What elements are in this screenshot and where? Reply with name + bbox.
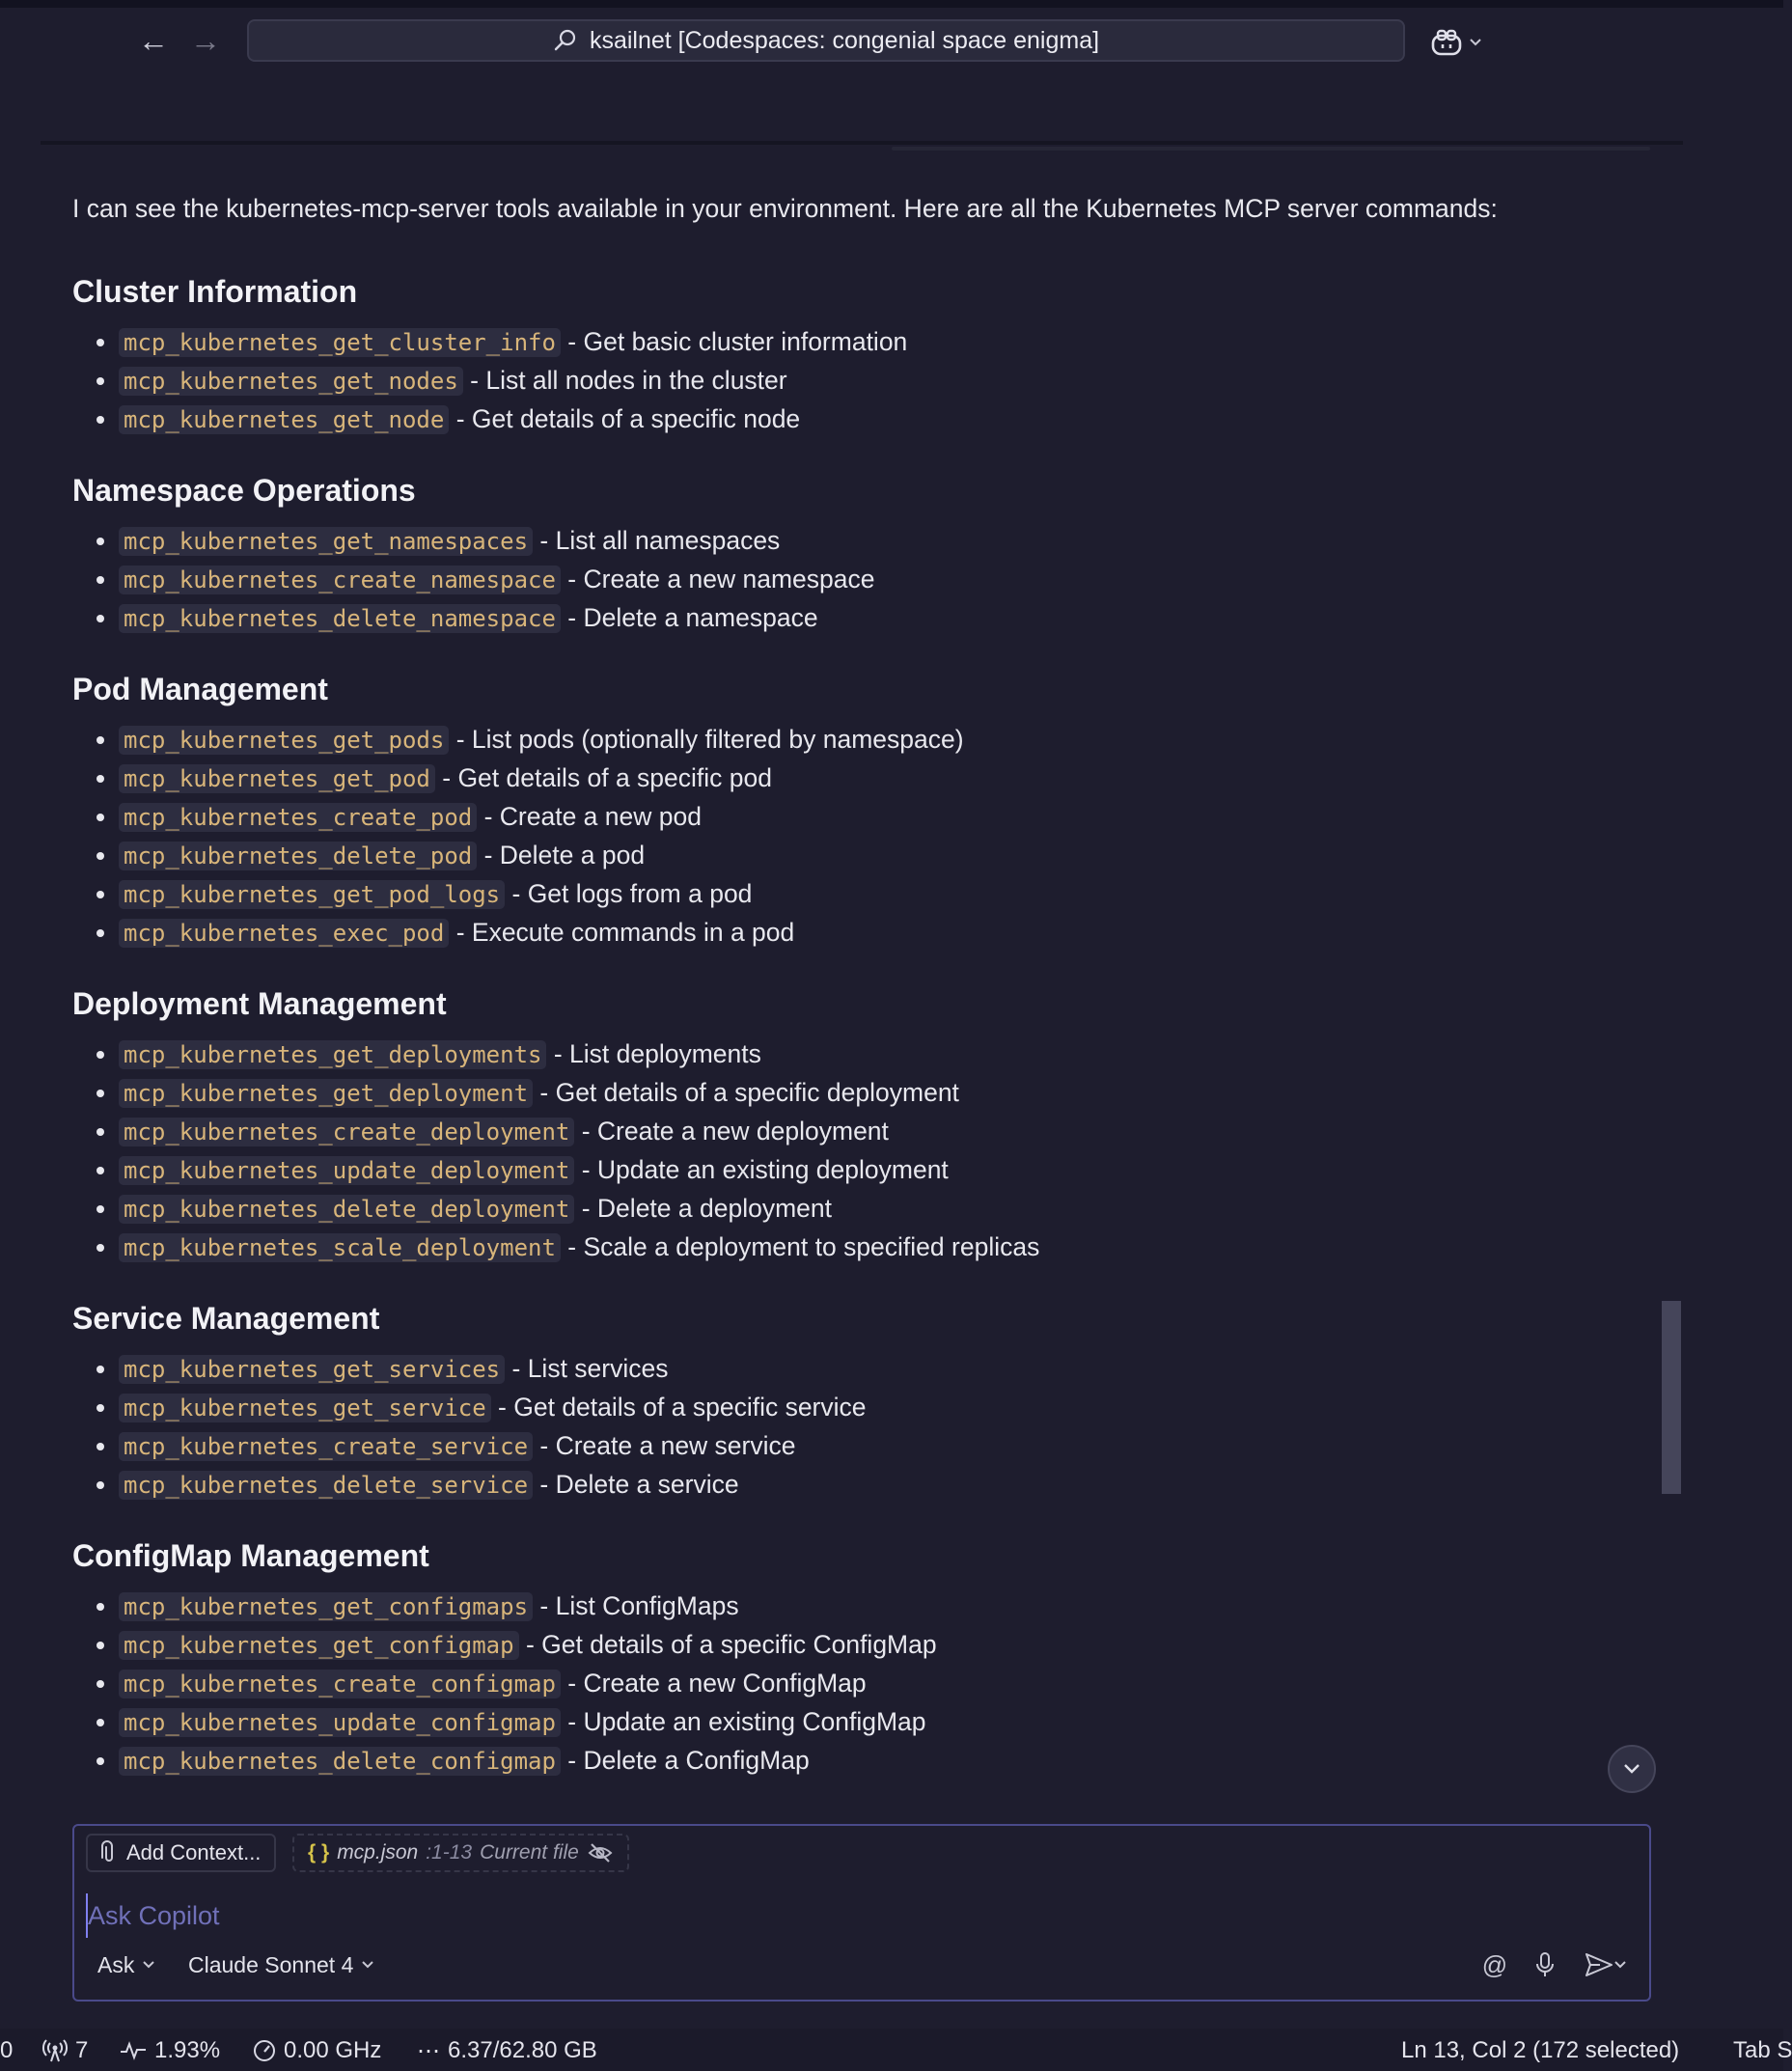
status-cursor-position[interactable]	[1401, 2036, 1679, 2065]
chevron-down-icon	[1469, 38, 1482, 47]
command-description: - Get details of a specific ConfigMap	[518, 1630, 937, 1659]
search-text: ksailnet [Codespaces: congenial space enigma]	[589, 26, 1100, 54]
indentation-value: Tab S	[1733, 2037, 1792, 2063]
gauge-icon	[253, 2039, 276, 2062]
list-item	[119, 1189, 1655, 1228]
mode-picker[interactable]	[97, 1946, 155, 1984]
title-bar-top-edge	[0, 0, 1783, 8]
command-name[interactable]: mcp_kubernetes_get_configmap	[119, 1631, 519, 1660]
command-description: - Create a new ConfigMap	[560, 1669, 867, 1698]
model-label: Claude Sonnet 4	[188, 1951, 354, 1977]
command-description: - Delete a ConfigMap	[560, 1746, 810, 1775]
command-name[interactable]: mcp_kubernetes_get_nodes	[119, 367, 463, 396]
list-item	[119, 560, 1655, 598]
panel-divider	[41, 141, 1683, 145]
list-item	[119, 1073, 1655, 1112]
model-picker[interactable]	[188, 1946, 374, 1984]
file-name: mcp.json	[337, 1841, 419, 1864]
pulse-icon	[120, 2040, 147, 2061]
command-name[interactable]: mcp_kubernetes_get_configmaps	[119, 1592, 533, 1621]
command-sections	[72, 268, 1655, 1780]
command-list	[72, 1587, 1655, 1780]
chat-response	[72, 183, 1655, 1809]
list-item	[119, 1388, 1655, 1426]
list-item	[119, 1741, 1655, 1780]
memory-value: 6.37/62.80 GB	[448, 2037, 597, 2063]
command-description: - Get details of a specific service	[490, 1393, 867, 1422]
file-range: :1-13	[426, 1841, 473, 1864]
command-name[interactable]: mcp_kubernetes_delete_pod	[119, 842, 477, 870]
list-item	[119, 361, 1655, 400]
list-item	[119, 1587, 1655, 1625]
list-item	[119, 1465, 1655, 1504]
list-item	[119, 1150, 1655, 1189]
file-label: Current file	[480, 1841, 579, 1864]
back-button[interactable]	[137, 25, 170, 58]
status-memory[interactable]	[417, 2036, 597, 2065]
status-indentation[interactable]	[1733, 2036, 1792, 2065]
search-icon	[553, 28, 578, 53]
command-description: - Get details of a specific deployment	[533, 1078, 959, 1107]
scrollbar-thumb[interactable]	[1662, 1301, 1681, 1494]
status-frequency[interactable]	[253, 2036, 381, 2065]
chevron-down-icon	[1622, 1762, 1641, 1776]
mode-label: Ask	[97, 1951, 135, 1977]
command-description: - List services	[505, 1354, 669, 1383]
cpu-value: 1.93%	[154, 2037, 221, 2063]
command-description: - Create a new deployment	[574, 1117, 889, 1146]
command-list	[72, 1035, 1655, 1266]
ports-count: 7	[75, 2037, 89, 2063]
section-heading: Deployment Management	[72, 986, 447, 1021]
title-bar	[0, 0, 1783, 85]
ask-copilot-input[interactable]	[86, 1893, 1634, 1938]
status-cpu[interactable]	[120, 2036, 220, 2065]
command-list	[72, 1349, 1655, 1504]
eye-off-icon[interactable]	[587, 1842, 614, 1864]
list-item	[119, 759, 1655, 797]
command-name[interactable]: mcp_kubernetes_get_deployment	[119, 1079, 533, 1108]
paperclip-icon	[101, 1841, 117, 1864]
json-file-icon: { }	[308, 1841, 330, 1864]
command-list	[72, 521, 1655, 637]
command-description: - List deployments	[546, 1039, 761, 1068]
list-item	[119, 1228, 1655, 1266]
chat-input-box	[72, 1824, 1651, 2002]
command-name[interactable]: mcp_kubernetes_create_namespace	[119, 566, 561, 594]
command-center-search[interactable]	[247, 19, 1405, 62]
command-description: - Create a new namespace	[560, 565, 875, 594]
cursor-position: Ln 13, Col 2 (172 selected)	[1401, 2037, 1680, 2063]
command-description: - List all namespaces	[533, 526, 781, 555]
command-description: - Create a new pod	[477, 802, 702, 831]
send-icon	[1585, 1952, 1613, 1977]
command-description: - Delete a deployment	[574, 1194, 832, 1223]
arrow-left-icon: ←	[138, 23, 169, 58]
command-name[interactable]: mcp_kubernetes_get_cluster_info	[119, 328, 561, 357]
chevron-down-icon	[142, 1960, 155, 1970]
list-item	[119, 720, 1655, 759]
frequency-value: 0.00 GHz	[284, 2037, 382, 2063]
command-name[interactable]: mcp_kubernetes_delete_deployment	[119, 1195, 574, 1224]
current-file-chip[interactable]	[292, 1834, 629, 1872]
command-description: - Get logs from a pod	[505, 879, 753, 908]
scroll-to-bottom-button[interactable]	[1608, 1745, 1656, 1793]
list-item	[119, 598, 1655, 637]
command-description: - List pods (optionally filtered by namespace)	[449, 725, 964, 754]
section-heading: ConfigMap Management	[72, 1538, 429, 1573]
section-heading: Cluster Information	[72, 274, 358, 309]
command-description: - Scale a deployment to specified replicas	[560, 1232, 1040, 1261]
list-item	[119, 322, 1655, 361]
command-list	[72, 720, 1655, 952]
command-description: - Create a new service	[533, 1431, 796, 1460]
section-heading: Pod Management	[72, 672, 328, 706]
send-button[interactable]	[1576, 1946, 1636, 1984]
add-context-button[interactable]	[86, 1834, 276, 1872]
list-item	[119, 1035, 1655, 1073]
command-name[interactable]: mcp_kubernetes_create_configmap	[119, 1670, 561, 1698]
copilot-menu-button[interactable]	[1430, 23, 1492, 62]
status-bar	[0, 2029, 1792, 2071]
broadcast-icon	[42, 2039, 68, 2062]
command-name[interactable]: mcp_kubernetes_delete_configmap	[119, 1747, 561, 1776]
at-sign-icon: @	[1481, 1949, 1508, 1979]
command-name[interactable]: mcp_kubernetes_create_deployment	[119, 1118, 574, 1146]
command-name[interactable]: mcp_kubernetes_get_node	[119, 405, 449, 434]
arrow-right-icon: →	[190, 23, 221, 58]
section-heading: Service Management	[72, 1301, 380, 1336]
forward-button[interactable]	[189, 25, 222, 58]
status-left-edge[interactable]	[0, 2036, 13, 2065]
command-name[interactable]: mcp_kubernetes_get_service	[119, 1394, 491, 1422]
command-name[interactable]: mcp_kubernetes_exec_pod	[119, 919, 449, 948]
list-item	[119, 1664, 1655, 1702]
chevron-down-icon	[361, 1960, 374, 1970]
microphone-icon	[1535, 1951, 1555, 1978]
list-item	[119, 836, 1655, 874]
list-item	[119, 1112, 1655, 1150]
status-ports[interactable]	[42, 2036, 88, 2065]
command-name[interactable]: mcp_kubernetes_scale_deployment	[119, 1233, 561, 1262]
command-name[interactable]: mcp_kubernetes_get_pods	[119, 726, 449, 755]
command-description: - Execute commands in a pod	[449, 918, 795, 947]
command-name[interactable]: mcp_kubernetes_delete_namespace	[119, 604, 561, 633]
command-description: - List ConfigMaps	[533, 1591, 739, 1620]
section-heading: Namespace Operations	[72, 473, 416, 508]
command-name[interactable]: mcp_kubernetes_update_deployment	[119, 1156, 574, 1185]
command-name[interactable]: mcp_kubernetes_get_deployments	[119, 1040, 546, 1069]
list-item	[119, 1702, 1655, 1741]
command-name[interactable]: mcp_kubernetes_get_namespaces	[119, 527, 533, 556]
command-name[interactable]: mcp_kubernetes_get_services	[119, 1355, 505, 1384]
list-item	[119, 400, 1655, 438]
list-item	[119, 1426, 1655, 1465]
list-item	[119, 797, 1655, 836]
list-item	[119, 1349, 1655, 1388]
list-item	[119, 521, 1655, 560]
command-description: - Delete a namespace	[560, 603, 818, 632]
command-description: - Get details of a specific pod	[434, 763, 772, 792]
command-description: - Delete a pod	[477, 841, 646, 870]
status-left-edge-text: 0	[0, 2037, 14, 2063]
command-name[interactable]: mcp_kubernetes_create_service	[119, 1432, 533, 1461]
more-icon: ⋯	[417, 2037, 440, 2064]
command-description: - Delete a service	[533, 1470, 739, 1499]
copilot-icon	[1430, 28, 1463, 57]
command-list	[72, 322, 1655, 438]
command-name[interactable]: mcp_kubernetes_get_pod_logs	[119, 880, 505, 909]
command-description: - Update an existing deployment	[574, 1155, 949, 1184]
command-name[interactable]: mcp_kubernetes_get_pod	[119, 764, 435, 793]
response-intro: I can see the kubernetes-mcp-server tools available in your environment. Here are all the Kubernetes MCP server commands:	[72, 194, 1498, 223]
add-context-label: Add Context...	[126, 1840, 262, 1864]
list-item	[119, 1625, 1655, 1664]
list-item	[119, 874, 1655, 913]
mention-button[interactable]	[1475, 1946, 1514, 1984]
command-description: - Get basic cluster information	[560, 327, 908, 356]
command-description: - Get details of a specific node	[449, 404, 801, 433]
chevron-down-icon	[1613, 1960, 1627, 1970]
command-description: - List all nodes in the cluster	[462, 366, 787, 395]
previous-message-edge	[892, 147, 1650, 151]
command-description: - Update an existing ConfigMap	[560, 1707, 926, 1736]
voice-input-button[interactable]	[1526, 1946, 1564, 1984]
command-name[interactable]: mcp_kubernetes_delete_service	[119, 1471, 533, 1500]
command-name[interactable]: mcp_kubernetes_create_pod	[119, 803, 477, 832]
list-item	[119, 913, 1655, 952]
command-name[interactable]: mcp_kubernetes_update_configmap	[119, 1708, 561, 1737]
